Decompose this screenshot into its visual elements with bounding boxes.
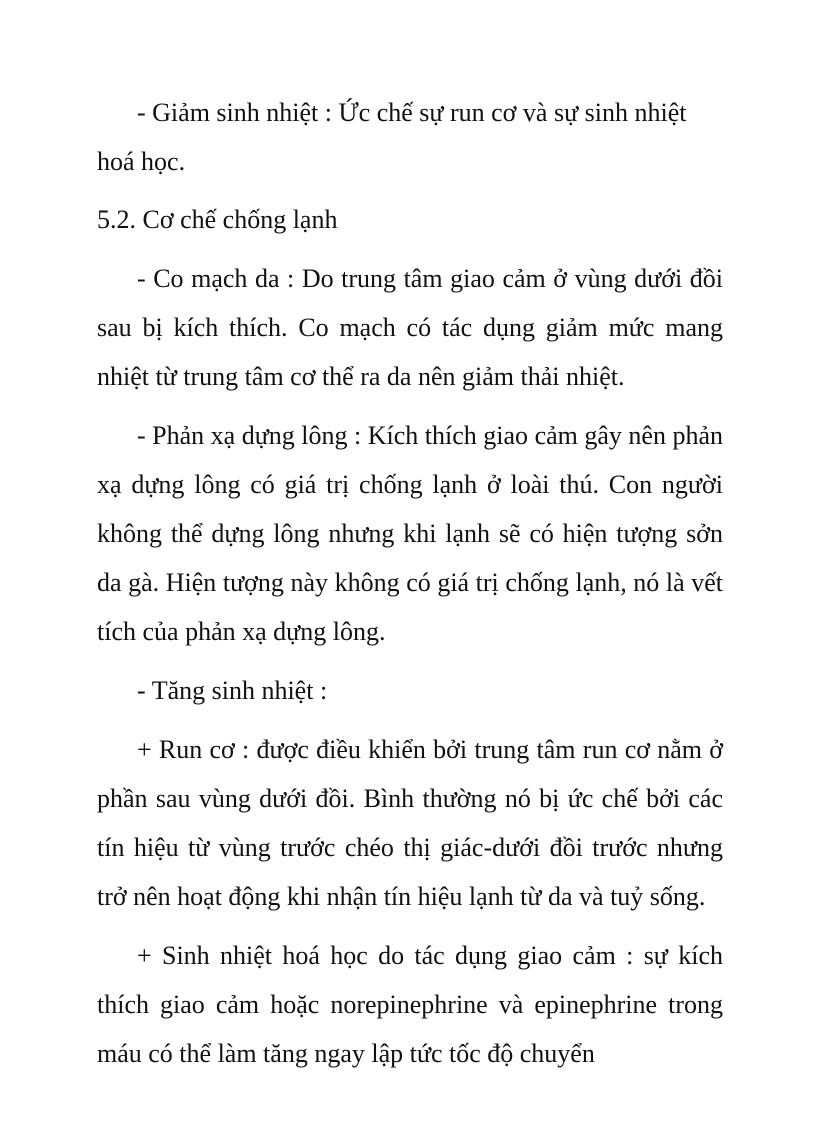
paragraph-co-mach-da: - Co mạch da : Do trung tâm giao cảm ở vùng dưới đồi sau bị kích thích. Co mạch có tác dụng giảm mức mang nhiệt từ trung tâm cơ thể ra da nên giảm thải nhiệt.	[97, 264, 723, 391]
paragraph-tang-sinh-nhiet: - Tăng sinh nhiệt :	[137, 676, 328, 705]
paragraph-phan-xa-dung-long: - Phản xạ dựng lông : Kích thích giao cảm gây nên phản xạ dựng lông có giá trị chống lạnh ở loài thú. Con người không thể dựng lông nhưng khi lạnh sẽ có hiện tượng sởn da gà. Hiện tượng này không có giá trị chống lạnh, nó là vết tích của phản xạ dựng lông.	[97, 421, 723, 646]
document-page	[97, 88, 723, 1078]
paragraph-giam-sinh-nhiet: - Giảm sinh nhiệt : Ức chế sự run cơ và sự sinh nhiệt hoá học.	[97, 98, 687, 176]
paragraph-run-co: + Run cơ : được điều khiển bởi trung tâm run cơ nằm ở phần sau vùng dưới đồi. Bình thường nó bị ức chế bởi các tín hiệu từ vùng trước chéo thị giác-dưới đồi trước nhưng trở nên hoạt động khi nhận tín hiệu lạnh từ da và tuỷ sống.	[97, 735, 723, 911]
section-heading-5-2: 5.2. Cơ chế chống lạnh	[97, 205, 338, 234]
paragraph-sinh-nhiet-hoa-hoc: + Sinh nhiệt hoá học do tác dụng giao cảm : sự kích thích giao cảm hoặc norepinephrine và epinephrine trong máu có thể làm tăng ngay lập tức tốc độ chuyển	[97, 941, 723, 1068]
